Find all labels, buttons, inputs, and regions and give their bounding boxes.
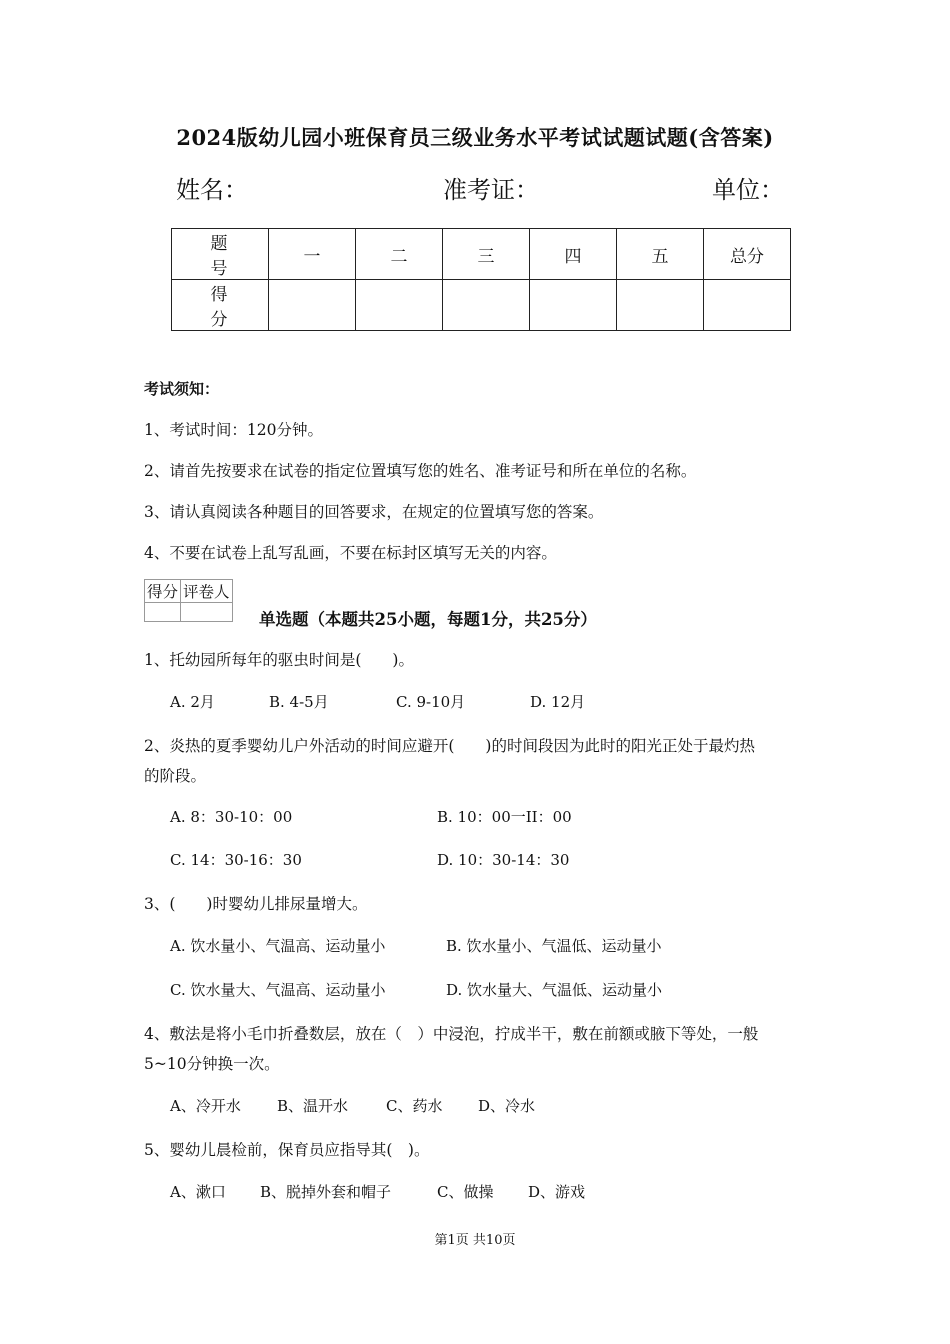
question-option: D. 10：30-14：30 [437,851,570,869]
question-option: D. 饮水量大、气温低、运动量小 [446,981,663,999]
question-stem: 2、炎热的夏季婴幼儿户外活动的时间应避开( )的时间段因为此时的阳光正处于最灼热 [144,737,755,755]
question-option: B. 10：00一II：00 [437,808,572,826]
question-option: C、做操 [437,1183,494,1201]
question-option: C. 饮水量大、气温高、运动量小 [170,981,386,999]
question-stem-continued: 的阶段。 [144,767,207,785]
score-input-cell[interactable] [530,280,617,331]
question-option: B. 4-5月 [269,693,329,711]
score-table-score-row [172,280,791,331]
score-table-cell: 题 号 [172,229,269,280]
question-option: B、脱掉外套和帽子 [260,1183,392,1201]
name-field-label: 姓名： [176,176,248,204]
page-footer: 第1页 共10页 [434,1233,516,1248]
question-stem-continued: 5~10分钟换一次。 [144,1055,280,1073]
question-option: D. 12月 [530,693,586,711]
candidate-fields [0,170,950,204]
section-title: 单选题（本题共25小题，每题1分，共25分） [259,610,597,629]
question-option: D、冷水 [478,1097,536,1115]
question-stem: 3、( )时婴幼儿排尿量增大。 [144,895,368,913]
grader-box-empty-cell[interactable] [145,603,181,622]
score-table-cell: 一 [269,229,356,280]
notice-item: 1、考试时间：120分钟。 [144,421,323,439]
score-input-cell[interactable] [704,280,791,331]
grader-box-score-label: 得分 [145,580,181,603]
grader-box-empty-cell[interactable] [181,603,233,622]
question-option: C. 9-10月 [396,693,466,711]
score-input-cell[interactable] [269,280,356,331]
unit-field-label: 单位： [712,176,784,204]
grader-box-grader-label: 评卷人 [181,580,233,603]
notice-item: 2、请首先按要求在试卷的指定位置填写您的姓名、准考证号和所在单位的名称。 [144,462,697,480]
question-option: D、游戏 [528,1183,586,1201]
question-option: B. 饮水量小、气温低、运动量小 [446,937,662,955]
question-stem: 4、敷法是将小毛巾折叠数层，放在（ ）中浸泡，拧成半干，敷在前额或腋下等处，一般 [144,1025,759,1043]
question-option: A. 8：30-10：00 [170,808,293,826]
document-title: 2024版幼儿园小班保育员三级业务水平考试试题试题(含答案) [176,125,774,150]
score-input-cell[interactable] [443,280,530,331]
score-table-cell: 二 [356,229,443,280]
question-option: A. 2月 [170,693,215,711]
question-option: C. 14：30-16：30 [170,851,302,869]
score-table-cell: 五 [617,229,704,280]
score-input-cell[interactable] [617,280,704,331]
question-option: A、漱口 [170,1183,226,1201]
notice-title: 考试须知： [144,380,220,398]
question-option: B、温开水 [277,1097,349,1115]
score-table [171,228,791,331]
question-stem: 5、婴幼儿晨检前，保育员应指导其( )。 [144,1141,430,1159]
notice-item: 3、请认真阅读各种题目的回答要求，在规定的位置填写您的答案。 [144,503,604,521]
score-table-cell: 得 分 [172,280,269,331]
question-option: A、冷开水 [170,1097,241,1115]
question-option: C、药水 [386,1097,443,1115]
notice-item: 4、不要在试卷上乱写乱画，不要在标封区填写无关的内容。 [144,544,557,562]
score-table-cell: 四 [530,229,617,280]
exam-number-field-label: 准考证： [443,176,539,204]
question-option: A. 饮水量小、气温高、运动量小 [170,937,386,955]
question-stem: 1、托幼园所每年的驱虫时间是( )。 [144,651,414,669]
score-table-cell: 三 [443,229,530,280]
score-table-header-row [172,229,791,280]
score-input-cell[interactable] [356,280,443,331]
score-table-cell: 总分 [704,229,791,280]
grader-box [144,579,233,622]
